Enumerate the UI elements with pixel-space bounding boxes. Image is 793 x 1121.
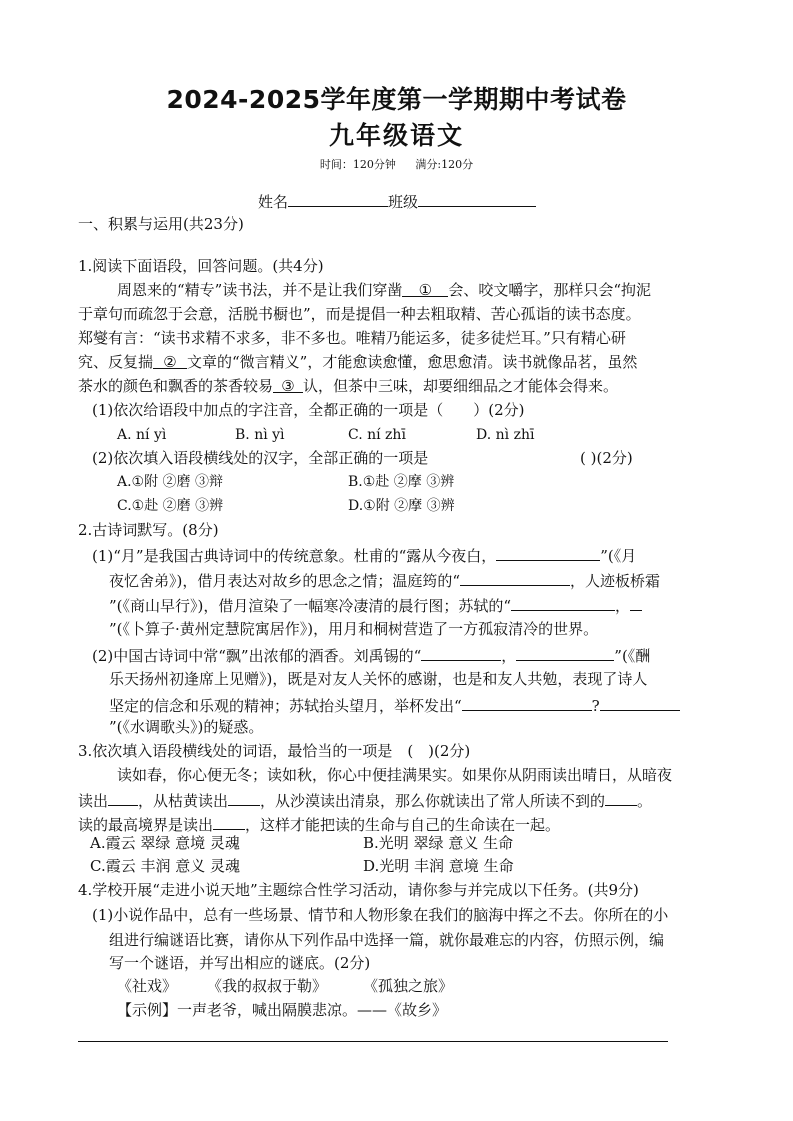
q1-heading: 1.阅读下面语段，回答问题。(共4分) xyxy=(78,257,324,275)
q1-sub2: (2)依次填入语段横线处的汉字，全部正确的一项是 xyxy=(92,449,429,467)
q3-blank[interactable] xyxy=(108,789,138,806)
q3-text: ，从枯黄读出 xyxy=(138,792,229,810)
time-limit: 时间：120分钟 xyxy=(319,158,396,171)
q2-heading: 2.古诗词默写。(8分) xyxy=(78,521,219,539)
q1-sub1-option-b[interactable]: B. nì yì xyxy=(235,427,285,443)
name-class-line xyxy=(258,190,536,212)
q2-text: ， xyxy=(501,647,517,665)
exam-subtitle: 九年级语文 xyxy=(328,121,464,150)
q1-text: 究、反复揣 xyxy=(78,353,154,371)
q2-line xyxy=(92,544,636,566)
q3-para-line xyxy=(78,813,560,835)
q3-text: 读的最高境界是读出 xyxy=(78,816,214,834)
q2-text: ”(《月 xyxy=(600,547,637,565)
q2-blank[interactable] xyxy=(600,694,680,711)
q2-blank[interactable] xyxy=(462,694,592,711)
q4-sub1-line: (1)小说作品中，总有一些场景、情节和人物形象在我们的脑海中挥之不去。你所在的小 xyxy=(92,906,669,924)
class-label: 班级 xyxy=(388,193,419,211)
q2-line: ”(《卜算子·黄州定慧院寓居作》)，用月和桐树营造了一方孤寂清冷的世界。 xyxy=(109,620,599,638)
q2-blank[interactable] xyxy=(421,644,501,661)
q2-text: ? xyxy=(591,697,600,715)
q2-blank[interactable] xyxy=(630,594,642,611)
q2-line xyxy=(109,694,680,716)
exam-title: 2024-2025学年度第一学期期中考试卷 xyxy=(166,85,627,114)
q3-blank[interactable] xyxy=(213,813,245,830)
q3-blank[interactable] xyxy=(228,789,260,806)
q1-sub2-option-d[interactable]: D.①附 ②摩 ③辨 xyxy=(348,498,455,514)
q4-sub1-line: 写一个谜语，并写出相应的谜底。(2分) xyxy=(109,954,371,972)
q3-heading: 3.依次填入语段横线处的词语，最恰当的一项是 ( )(2分) xyxy=(78,742,471,760)
q2-text: ”(《商山早行》)，借月渲染了一幅寒冷凄清的晨行图；苏轼的“ xyxy=(109,597,512,615)
q3-blank[interactable] xyxy=(605,789,637,806)
q2-text: ， xyxy=(615,597,631,615)
answer-line[interactable] xyxy=(78,1041,668,1042)
q2-text: (1)“月”是我国古典诗词中的传统意象。杜甫的“露从今夜白， xyxy=(92,547,497,565)
q1-sub2-option-c[interactable]: C.①赴 ②磨 ③辨 xyxy=(117,498,224,514)
q2-blank[interactable] xyxy=(496,544,600,561)
q3-option-a[interactable]: A.霞云 翠绿 意境 灵魂 xyxy=(90,834,240,852)
q1-text: 周恩来的“精专”读书法，并不是让我们穿凿 xyxy=(117,281,403,299)
q2-blank[interactable] xyxy=(516,644,614,661)
q4-work-1: 《社戏》 xyxy=(117,977,178,995)
q3-text: 读出 xyxy=(78,792,109,810)
q2-text: 夜忆舍弟》)，借月表达对故乡的思念之情；温庭筠的“ xyxy=(109,572,461,590)
q4-work-2: 《我的叔叔于勒》 xyxy=(207,977,328,995)
q1-text: 认，但茶中三味，却要细细品之才能体会得来。 xyxy=(303,377,619,395)
q2-blank[interactable] xyxy=(460,569,570,586)
full-score: 满分:120分 xyxy=(415,158,474,171)
q3-option-d[interactable]: D.光明 丰润 意境 生命 xyxy=(363,857,514,875)
q3-option-b[interactable]: B.光明 翠绿 意义 生命 xyxy=(363,834,514,852)
q2-text: ”(《酬 xyxy=(614,647,651,665)
class-blank[interactable] xyxy=(418,190,536,207)
name-label: 姓名 xyxy=(258,193,289,211)
q1-blank-1[interactable]: ① xyxy=(402,280,448,297)
q1-sub2-option-b[interactable]: B.①赴 ②摩 ③辨 xyxy=(348,474,455,490)
q1-sub2-mark: ( )(2分) xyxy=(580,449,633,467)
q2-line: ”(《水调歌头》)的疑惑。 xyxy=(109,718,264,736)
q1-blank-2[interactable]: ② xyxy=(153,352,187,369)
q1-text: 会、咬文嚼字，那样只会“拘泥 xyxy=(448,281,652,299)
q3-option-c[interactable]: C.霞云 丰润 意义 灵魂 xyxy=(90,857,241,875)
q3-text: ，这样才能把读的生命与自己的生命读在一起。 xyxy=(245,816,561,834)
q1-para-line: 于章句而疏忽于会意，活脱书橱也”，而是提倡一种去粗取精、苦心孤诣的读书态度。 xyxy=(78,305,641,323)
q4-work-3: 《孤独之旅》 xyxy=(363,977,454,995)
q1-para-line xyxy=(78,352,637,372)
q1-para-line xyxy=(117,280,651,300)
q4-sub1-line: 组进行编谜语比赛，请你从下列作品中选择一篇，就你最难忘的内容，仿照示例，编 xyxy=(109,931,665,949)
q1-sub1: (1)依次给语段中加点的字注音，全都正确的一项是（ ）(2分) xyxy=(92,401,525,419)
q3-text: ，从沙漠读出清泉，那么你就读出了常人所读不到的 xyxy=(260,792,606,810)
q2-text: ，人迹板桥霜 xyxy=(570,572,661,590)
q2-line xyxy=(109,569,660,591)
q2-line xyxy=(92,644,650,666)
q1-sub1-option-d[interactable]: D. nì zhī xyxy=(476,427,535,443)
q3-text: 。 xyxy=(637,792,653,810)
q1-sub1-option-a[interactable]: A. ní yì xyxy=(117,427,167,443)
q1-para-line xyxy=(78,376,618,396)
q1-para-line: 郑燮有言：“读书求精不求多，非不多也。唯精乃能运多，徒多徒烂耳。”只有精心研 xyxy=(78,329,626,347)
q4-heading: 4.学校开展“走进小说天地”主题综合性学习活动，请你参与并完成以下任务。(共9分) xyxy=(78,881,639,899)
q1-sub2-option-a[interactable]: A.①附 ②磨 ③辩 xyxy=(117,474,224,490)
q1-blank-3[interactable]: ③ xyxy=(273,376,303,393)
q2-text: 坚定的信念和乐观的精神；苏轼抬头望月，举杯发出“ xyxy=(109,697,462,715)
q3-para-line: 读如春，你心便无冬；读如秋，你心中便挂满果实。如果你从阴雨读出晴日，从暗夜 xyxy=(117,766,673,784)
q1-text: 文章的“微言精义”，才能愈读愈懂，愈思愈清。读书就像品茗，虽然 xyxy=(187,353,638,371)
section-heading: 一、积累与运用(共23分) xyxy=(78,215,244,233)
name-blank[interactable] xyxy=(288,190,388,207)
q2-text: (2)中国古诗词中常“飘”出浓郁的酒香。刘禹锡的“ xyxy=(92,647,422,665)
q2-line: 乐天扬州初逢席上见赠》)，既是对友人关怀的感谢，也是和友人共勉，表现了诗人 xyxy=(109,670,648,688)
q2-blank[interactable] xyxy=(511,594,615,611)
exam-meta xyxy=(0,156,793,172)
q1-text: 茶水的颜色和飘香的茶香较易 xyxy=(78,377,274,395)
q1-sub1-option-c[interactable]: C. ní zhī xyxy=(348,427,406,443)
q4-example: 【示例】一声老爷，喊出隔膜悲凉。——《故乡》 xyxy=(117,1001,448,1019)
q2-line xyxy=(109,594,642,616)
q3-para-line xyxy=(78,789,652,811)
